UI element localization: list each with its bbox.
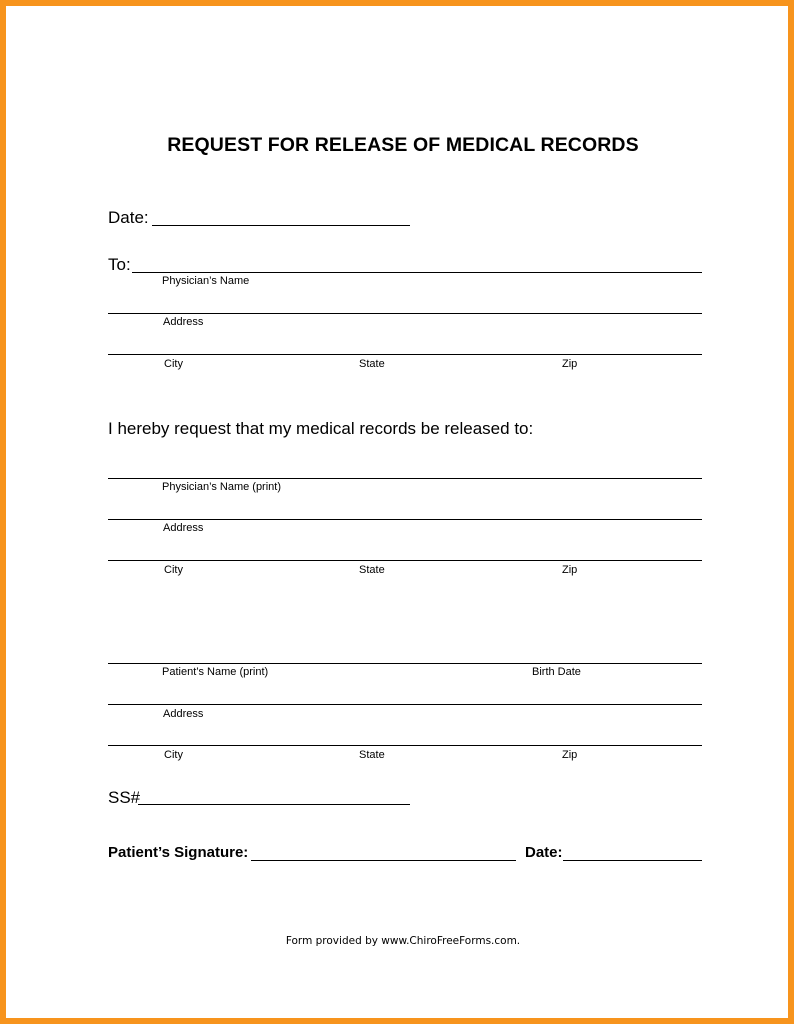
to-address-field[interactable] xyxy=(108,313,702,314)
ss-field[interactable] xyxy=(138,804,410,805)
release-physician-name-caption: Physician’s Name (print) xyxy=(162,481,282,493)
patient-city-caption: City xyxy=(164,749,183,761)
release-city-state-zip-field[interactable] xyxy=(108,560,702,561)
to-physician-name-field[interactable] xyxy=(132,272,702,273)
signature-date-label: Date: xyxy=(525,844,563,861)
release-city-caption: City xyxy=(164,564,183,576)
date-label: Date: xyxy=(108,208,149,227)
page-title: REQUEST FOR RELEASE OF MEDICAL RECORDS xyxy=(167,134,639,156)
to-city-state-zip-field[interactable] xyxy=(108,354,702,355)
signature-date-field[interactable] xyxy=(563,860,702,861)
patient-city-state-zip-field[interactable] xyxy=(108,745,702,746)
to-state-caption: State xyxy=(359,358,385,370)
to-physician-name-caption: Physician’s Name xyxy=(162,275,250,287)
patient-state-caption: State xyxy=(359,749,385,761)
release-address-field[interactable] xyxy=(108,519,702,520)
release-zip-caption: Zip xyxy=(562,564,578,576)
ss-label: SS# xyxy=(108,788,141,807)
patient-address-caption: Address xyxy=(163,708,204,720)
release-physician-name-field[interactable] xyxy=(108,478,702,479)
release-address-caption: Address xyxy=(163,522,204,534)
birth-date-caption: Birth Date xyxy=(532,666,581,678)
to-city-caption: City xyxy=(164,358,183,370)
to-address-caption: Address xyxy=(163,316,204,328)
patient-name-caption: Patient’s Name (print) xyxy=(162,666,269,678)
release-state-caption: State xyxy=(359,564,385,576)
request-statement: I hereby request that my medical records be released to: xyxy=(108,419,534,438)
patient-address-field[interactable] xyxy=(108,704,702,705)
patient-zip-caption: Zip xyxy=(562,749,578,761)
signature-label: Patient’s Signature: xyxy=(108,844,249,861)
footer-credit: Form provided by www.ChiroFreeForms.com. xyxy=(285,935,521,947)
date-field[interactable] xyxy=(152,225,410,226)
signature-field[interactable] xyxy=(251,860,516,861)
patient-name-field[interactable] xyxy=(108,663,702,664)
to-zip-caption: Zip xyxy=(562,358,578,370)
to-label: To: xyxy=(108,255,131,274)
